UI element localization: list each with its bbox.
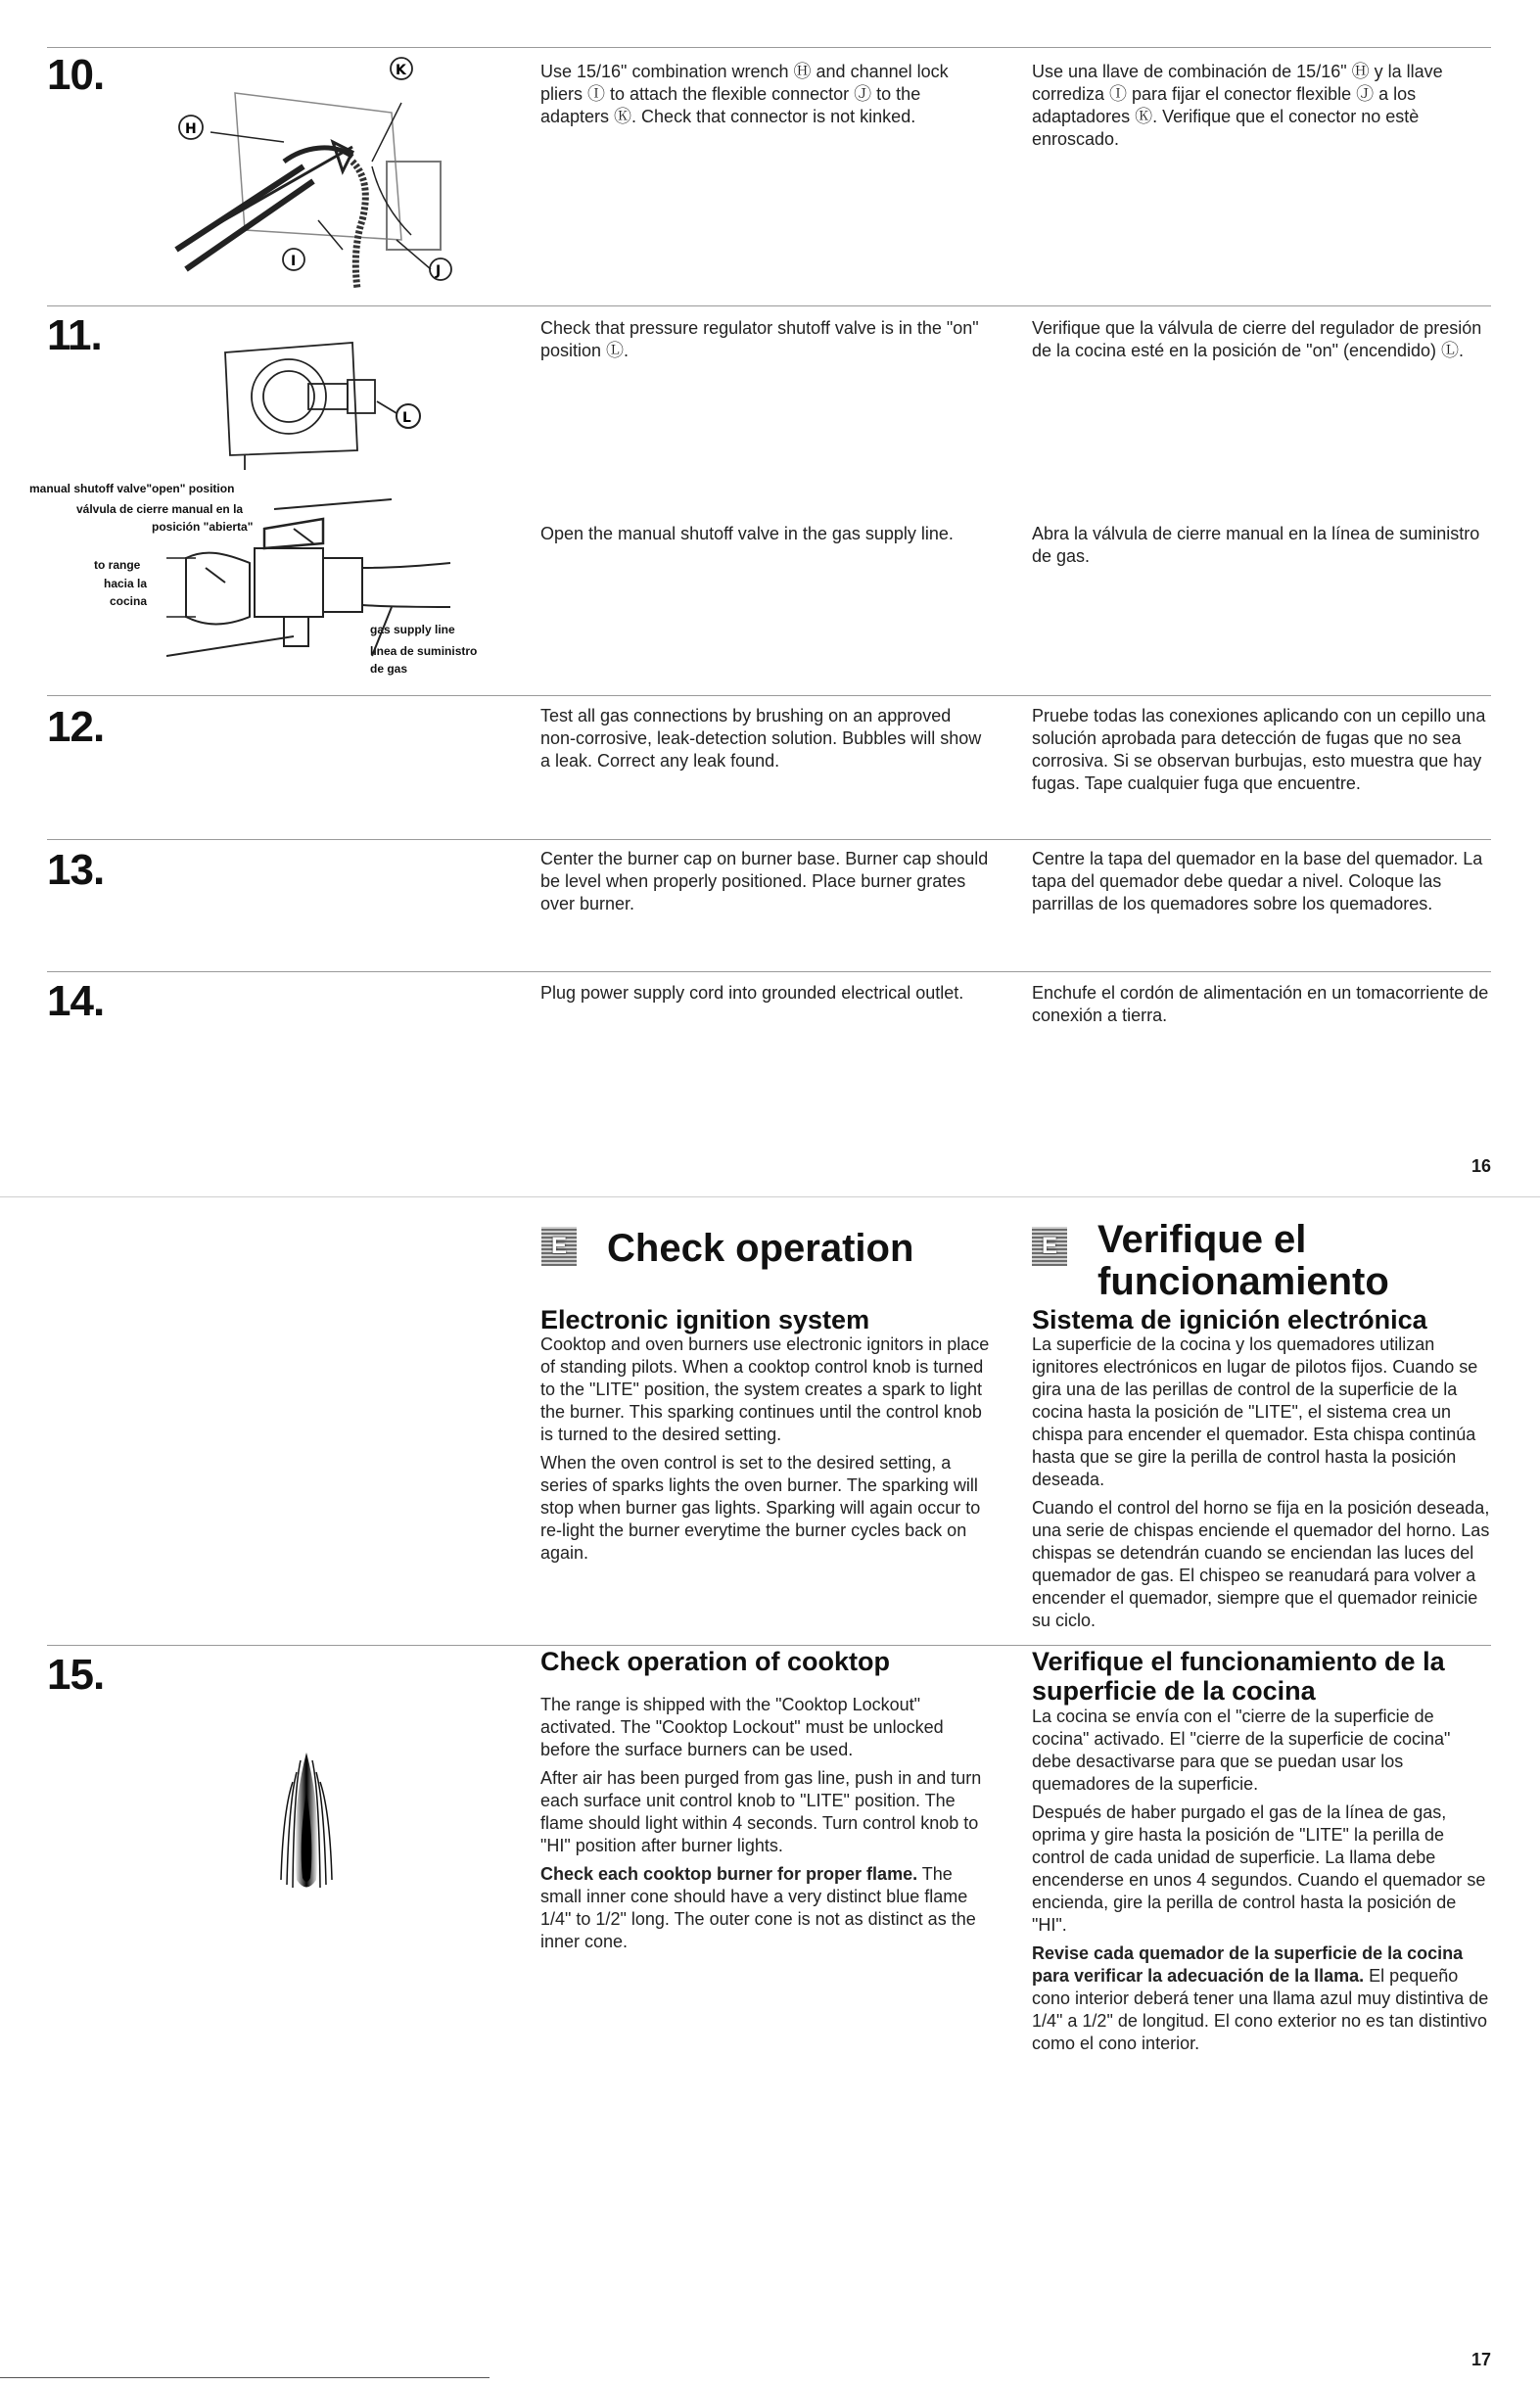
- step-11b-spanish: Abra la válvula de cierre manual en la línea de suministro de gas.: [1032, 524, 1480, 566]
- divider-page-17: [0, 1196, 1540, 1197]
- verifique-superficie-heading: Verifique el funcionamiento de la superficie de la cocina: [1032, 1647, 1445, 1706]
- fig-label-hacia: hacia la: [104, 577, 148, 590]
- ignicion-texto: [1032, 1333, 1492, 1638]
- label-J: J: [436, 263, 442, 279]
- step-10-english: Use 15/16" combination wrench Ⓗ and channel lock pliers Ⓘ to attach the flexible connector Ⓙ to the adapters Ⓚ. Check that connector is not kinked.: [540, 62, 949, 126]
- superficie-parrafo-2: Después de haber purgado el gas de la línea de gas, oprima y gire hasta la posición de "LITE" la perilla de control de cada unidad de superficie. La llama debe encenderse en unos 4 segundos. Cuando el quemador se encienda, gire la perilla de control hasta la posición de "HI".: [1032, 1802, 1486, 1935]
- fig-label-linea: línea de suministro: [370, 644, 478, 658]
- step-12-spanish: Pruebe todas las conexiones aplicando con un cepillo una solución aprobada para detección de fugas que no sea corrosiva. Si se observan burbujas, esto muestra que hay fugas. Tape cualquier fuga que encuentre.: [1032, 706, 1486, 793]
- cooktop-paragraph-3: [540, 1863, 991, 1953]
- label-L: L: [402, 410, 411, 426]
- step-11-english: Check that pressure regulator shutoff valve is in the "on" position Ⓛ.: [540, 318, 979, 360]
- burner-flame-illustration: [277, 1753, 336, 1899]
- ignition-paragraph-1: Cooktop and oven burners use electronic ignitors in place of standing pilots. When a cooktop control knob is turned to the "LITE" position, the system creates a spark to light the burner. This sparking continues until the control knob is turned to the desired setting.: [540, 1334, 990, 1444]
- fig-label-valvula: válvula de cierre manual en la: [76, 502, 244, 516]
- step-13-english: Center the burner cap on burner base. Burner cap should be level when properly positioned. Place burner grates over burner.: [540, 849, 989, 913]
- superficie-parrafo-1: La cocina se envía con el "cierre de la superficie de cocina" activado. El "cierre de la superficie de cocina" debe desactivarse para que se puedan usar los quemadores de la superficie.: [1032, 1707, 1451, 1794]
- cooktop-paragraph-1: The range is shipped with the "Cooktop Lockout" activated. The "Cooktop Lockout" must be unlocked before the surface burners can be used.: [540, 1695, 944, 1759]
- step-11-spanish: Verifique que la válvula de cierre del regulador de presión de la cocina esté en la posición de "on" (encendido) Ⓛ.: [1032, 318, 1482, 360]
- verifique-superficie-texto: [1032, 1706, 1492, 2061]
- step-14-spanish: Enchufe el cordón de alimentación en un tomacorriente de conexión a tierra.: [1032, 983, 1489, 1025]
- step-number-11: 11.: [47, 311, 102, 359]
- cooktop-paragraph-2: After air has been purged from gas line, push in and turn each surface unit control knob to "LITE" position. The flame should light within 4 seconds. Turn control knob to "HI" position after burner lights.: [540, 1768, 982, 1855]
- electronic-ignition-text: [540, 1333, 991, 1570]
- fig-label-cocina: cocina: [110, 594, 148, 608]
- divider-step-13: [47, 839, 1491, 840]
- proper-flame-rest: The small inner cone should have a very distinct blue flame 1/4" to 1/2" long. The outer cone is not as distinct as the inner cone.: [540, 1864, 976, 1951]
- pressure-regulator-illustration: [215, 323, 431, 470]
- proper-flame-bold: Check each cooktop burner for proper flame.: [540, 1864, 918, 1884]
- electronic-ignition-heading: Electronic ignition system: [540, 1305, 870, 1334]
- divider-step-15: [47, 1645, 1491, 1646]
- sistema-ignicion-heading: Sistema de ignición electrónica: [1032, 1305, 1427, 1334]
- wrench-pliers-illustration: [157, 54, 470, 299]
- check-cooktop-heading: Check operation of cooktop: [540, 1647, 891, 1676]
- ignition-paragraph-2: When the oven control is set to the desired setting, a series of sparks lights the oven burner. The sparking will stop when burner gas lights. Sparking will again occur to re-light the burner everytime the burner cycles back on again.: [540, 1453, 981, 1563]
- step-14-english: Plug power supply cord into grounded electrical outlet.: [540, 983, 964, 1003]
- step-12-english: Test all gas connections by brushing on an approved non-corrosive, leak-detection solution. Bubbles will show a leak. Correct any leak found.: [540, 706, 982, 771]
- ignicion-parrafo-1: La superficie de la cocina y los quemadores utilizan ignitores electrónicos en lugar de pilotos fijos. Cuando se gira una de las perillas de control de la superficie de la cocina hasta la posición de "LITE", el sistema crea un chispa para encender el quemador. Esta chispa continúa hasta que se gire la perilla de control hasta la posición deseada.: [1032, 1334, 1478, 1489]
- ignicion-parrafo-2: Cuando el control del horno se fija en la posición deseada, una serie de chispas enciende el quemador del horno. Las chispas se detendrán cuando se enciendan las luces del quemador de gas. El chispeo se reanudará para volver a encender el quemador, siempre que el quemador reinicie su ciclo.: [1032, 1498, 1490, 1630]
- step-13-spanish: Centre la tapa del quemador en la base del quemador. La tapa del quemador debe quedar a nivel. Coloque las parrillas de los quemadores sobre los quemadores.: [1032, 849, 1483, 913]
- step-number-15: 15.: [47, 1651, 105, 1699]
- page-number-17: 17: [1471, 2350, 1492, 2369]
- divider-top: [47, 47, 1491, 48]
- section-e-badge-en: E: [541, 1227, 577, 1266]
- label-H: H: [185, 121, 197, 137]
- check-operation-title: Check operation: [607, 1227, 914, 1270]
- fig-label-manual-valve: manual shutoff valve"open" position: [29, 482, 235, 495]
- step-number-10: 10.: [47, 51, 105, 99]
- step-11b-english: Open the manual shutoff valve in the gas supply line.: [540, 524, 954, 543]
- label-K: K: [396, 63, 406, 78]
- divider-step-14: [47, 971, 1491, 972]
- manual-shutoff-valve-illustration: [166, 490, 460, 685]
- llama-bold: Revise cada quemador de la superficie de la cocina para verificar la adecuación de la llama.: [1032, 1943, 1464, 1986]
- divider-step-12: [47, 695, 1491, 696]
- superficie-parrafo-3: [1032, 1942, 1492, 2055]
- step-number-13: 13.: [47, 846, 105, 894]
- divider-step-11: [47, 305, 1491, 306]
- label-I: I: [291, 254, 297, 269]
- verifique-title-line1: Verifique el: [1097, 1218, 1307, 1261]
- page-number-16: 16: [1471, 1156, 1492, 1176]
- fig-label-posicion: posición "abierta": [152, 520, 254, 534]
- llama-rest: El pequeño cono interior deberá tener una llama azul muy distintiva de 1/4" a 1/2" de longitud. El cono exterior no es tan distintivo como el cono interior.: [1032, 1966, 1489, 2053]
- step-10-spanish: Use una llave de combinación de 15/16" Ⓗ y la llave corrediza Ⓘ para fijar el conector flexible Ⓙ a los adaptadores Ⓚ. Verifique que el conector no estè enroscado.: [1032, 62, 1443, 149]
- divider-bottom: [0, 2377, 490, 2378]
- fig-label-gas-line: gas supply line: [370, 623, 455, 636]
- section-e-badge-es: E: [1032, 1227, 1067, 1266]
- fig-label-to-range: to range: [94, 558, 141, 572]
- verifique-title-line2: funcionamiento: [1097, 1260, 1389, 1303]
- fig-label-de-gas: de gas: [370, 662, 408, 676]
- step-number-14: 14.: [47, 977, 105, 1025]
- check-cooktop-text: [540, 1694, 991, 1959]
- step-number-12: 12.: [47, 703, 105, 751]
